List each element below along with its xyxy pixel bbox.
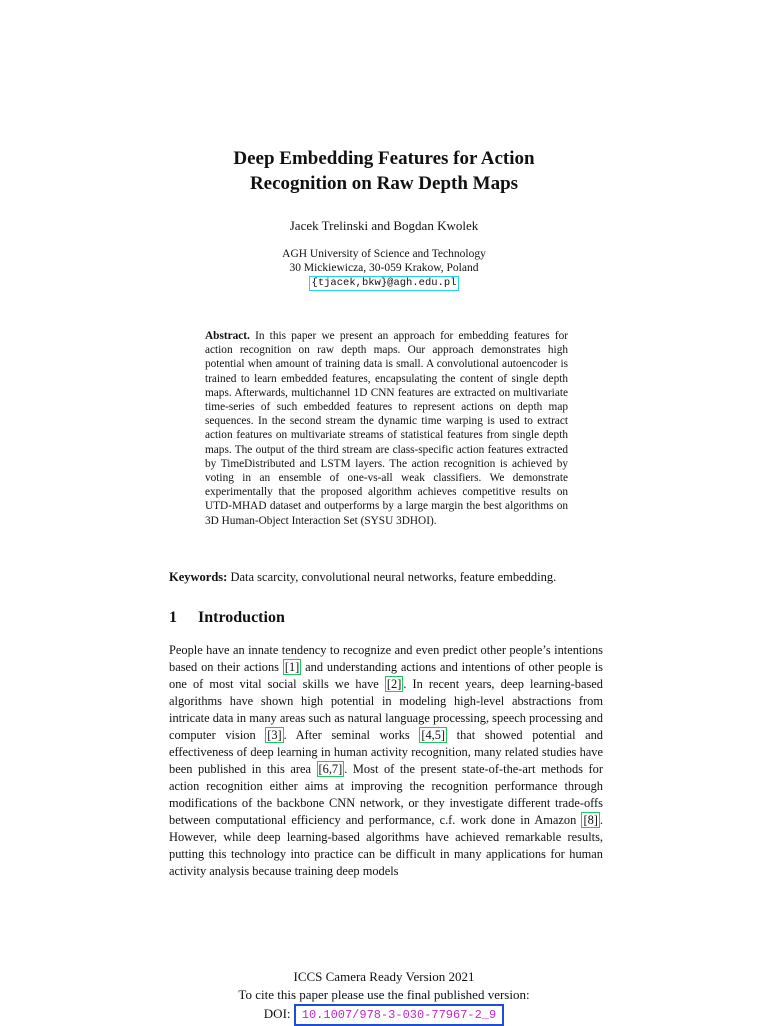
footer-line-2: To cite this paper please use the final published version: — [238, 987, 530, 1002]
intro-text: . Most of the present state-of-the-art methods for action recognition either aims at improving the recognition performance through modifications of the backbone CNN network, or they investigate different trade-offs between computational efficiency and performance, c.f. work done in Amazon — [169, 762, 604, 827]
citation-link[interactable]: [8] — [583, 813, 598, 827]
doi-link[interactable]: 10.1007/978-3-030-77967-2_9 — [294, 1004, 504, 1026]
section-heading — [169, 609, 285, 627]
affiliation-line-1: AGH University of Science and Technology — [282, 248, 486, 260]
affiliation-line-2: 30 Mickiewicza, 30-059 Krakow, Poland — [289, 262, 479, 274]
affiliation — [0, 247, 768, 291]
abstract — [205, 329, 568, 528]
title-line-1: Deep Embedding Features for Action — [233, 148, 535, 169]
footer-note — [0, 968, 768, 1026]
authors: Jacek Trelinski and Bogdan Kwolek — [289, 218, 479, 233]
title-line-2: Recognition on Raw Depth Maps — [249, 173, 519, 194]
intro-text: that showed potential and effectiveness of deep learning in human activity recognition, many related studies have been published in this area — [169, 728, 603, 776]
intro-text: . In recent years, deep learning-based algorithms have shown high potential in modeling high-level abstractions from intricate data in many areas such as natural language processing, speech processing and computer vision — [169, 677, 603, 742]
abstract-label: Abstract. — [205, 330, 250, 342]
section-number: 1 — [169, 609, 177, 626]
email-link[interactable]: {tjacek,bkw}@agh.edu.pl — [309, 276, 460, 291]
intro-text: People have an innate tendency to recognize and even predict other people’s intentions based on their actions — [169, 643, 603, 674]
doi-label: DOI: — [263, 1006, 291, 1021]
intro-paragraph — [169, 642, 603, 880]
citation-link[interactable]: [6,7] — [318, 762, 343, 776]
keywords-label: Keywords: — [169, 570, 228, 584]
citation-link[interactable]: [3] — [267, 728, 282, 742]
abstract-text: In this paper we present an approach for embedding features for action recognition on raw depth maps. Our approach demonstrates high potential when amount of training data is small. A convolutional autoencoder is trained to learn embedded features, encapsulating the content of single depth maps. Afterwards, multichannel 1D CNN features are extracted on multivariate time-series of such embedded features to represent actions on depth map sequences. In the second stream the dynamic time warping is used to extract action features on multivariate streams of statistical features from single depth maps. The output of the third stream are class-specific action features extracted by TimeDistributed and LSTM layers. The action recognition is achieved by voting in an ensemble of one-vs-all weak classifiers. We demonstrate experimentally that the proposed algorithm achieves competitive results on UTD-MHAD dataset and outperforms by a large margin the best algorithms on 3D Human-Object Interaction Set (SYSU 3DHOI). — [205, 330, 568, 527]
footer-line-1: ICCS Camera Ready Version 2021 — [293, 969, 475, 984]
citation-link[interactable]: [2] — [386, 677, 402, 691]
keywords-text: Data scarcity, convolutional neural networks, feature embedding. — [230, 570, 557, 584]
paper-title — [0, 146, 768, 196]
intro-text: . After seminal works — [283, 728, 420, 742]
keywords — [169, 570, 609, 585]
intro-text: . However, while deep learning-based algorithms have achieved remarkable results, putting this technology into practice can be difficult in many applications for human activity analysis because training deep models — [169, 813, 603, 878]
intro-text: and understanding actions and intentions of other people is one of most vital social skills we have — [169, 660, 603, 691]
citation-link[interactable]: [1] — [284, 660, 300, 674]
citation-link[interactable]: [4,5] — [421, 728, 446, 742]
section-title: Introduction — [198, 609, 285, 626]
